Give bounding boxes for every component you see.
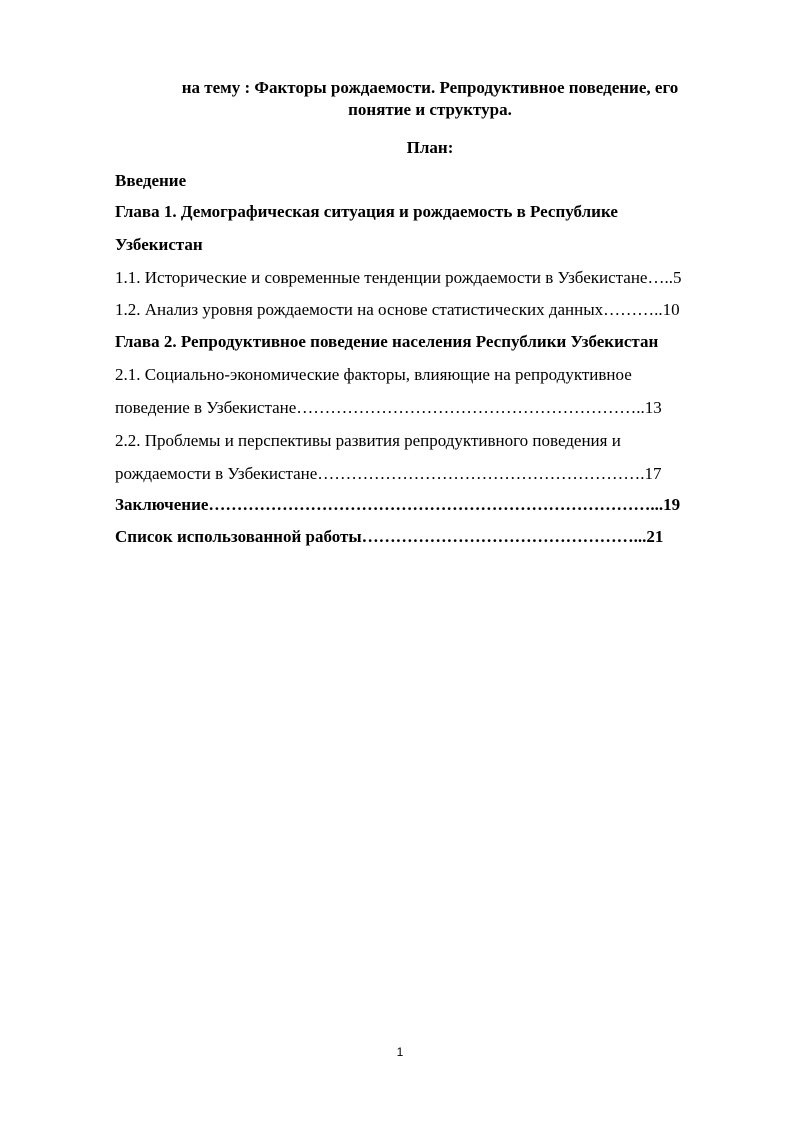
- document-title-line-1: на тему : Факторы рождаемости. Репродуктивное поведение, его: [181, 78, 679, 97]
- toc-chapter-1-line-1: Глава 1. Демографическая ситуация и рождаемость в Республике: [115, 202, 618, 221]
- toc-item-1-2: 1.2. Анализ уровня рождаемости на основе статистических данных………..10: [115, 300, 680, 319]
- toc-item-1-1: 1.1. Исторические и современные тенденции рождаемости в Узбекистане…..5: [115, 268, 682, 287]
- toc-chapter-1-line-2: Узбекистан: [115, 235, 203, 254]
- toc-conclusion: Заключение……………………………………………………………………...19: [115, 495, 681, 514]
- plan-heading: План:: [406, 138, 454, 157]
- toc-item-2-1-line-1: 2.1. Социально-экономические факторы, влияющие на репродуктивное: [115, 365, 632, 384]
- toc-references: Список использованной работы…………………………………………...21: [115, 527, 664, 546]
- toc-chapter-2: Глава 2. Репродуктивное поведение населения Республики Узбекистан: [115, 332, 659, 351]
- toc-introduction: Введение: [115, 171, 187, 190]
- page-number: 1: [396, 1045, 404, 1059]
- toc-item-2-2-line-2: рождаемости в Узбекистане………………………………………………….17: [115, 464, 662, 483]
- toc-item-2-2-line-1: 2.2. Проблемы и перспективы развития репродуктивного поведения и: [115, 431, 621, 450]
- document-title-line-2: понятие и структура.: [348, 100, 512, 119]
- toc-item-2-1-line-2: поведение в Узбекистане……………………………………………………..13: [115, 398, 662, 417]
